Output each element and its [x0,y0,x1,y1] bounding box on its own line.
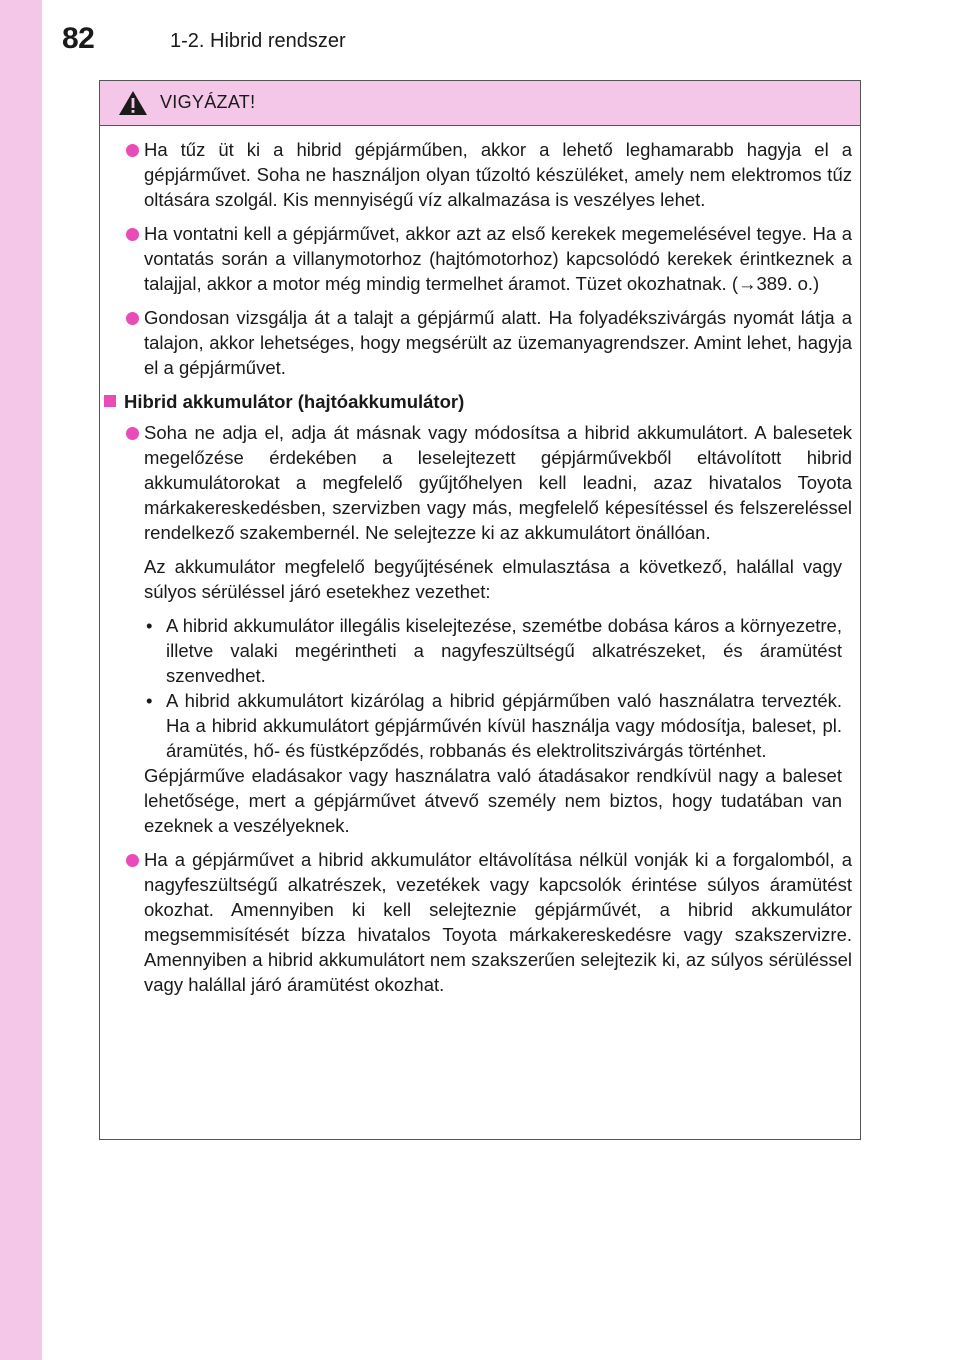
small-bullet-icon: • [146,690,153,711]
sub-list-item [100,613,860,688]
item-text: Soha ne adja el, adja át másnak vagy módosítsa a hibrid akkumulátort. A balesetek megelőzése érdekében a leselejtezett gépjárművekből eltávolított hibrid akkumulátorokat a megfelelő gyűjtőhelyen kell leadni, azaz hivatalos Toyota márkakereskedésben, szervizben vagy más, megfelelő képesítéssel és felszereléssel rendelkező szakembernél. Ne selejtezze ki az akkumulátort önállóan. [144,422,852,543]
side-color-strip [0,0,42,1360]
sale-paragraph: Gépjárműve eladásakor vagy használatra való átadásakor rendkívül nagy a baleset lehetősége, mert a gépjárművet átvevő személy nem biztos, hogy tudatában van ezeknek a veszélyeknek. [144,765,842,836]
list-item [100,847,860,997]
sub-list-item [100,688,860,763]
item-text: Ha a gépjárművet a hibrid akkumulátor eltávolítása nélkül vonják ki a forgalomból, a nagyfeszültségű alkatrészek, vezetékek vagy kapcsolók érintése súlyos áramütést okozhat. Amennyiben ki kell selejteznie gépjárművét, a hibrid akkumulátor megsemmisítését bízza hivatalos Toyota márkakereskedésre vagy szakszervizre. Amennyiben a hibrid akkumulátort nem szakszerűen selejtezik ki, az súlyos sérüléssel vagy halállal járó áramütést okozhat. [144,849,852,995]
bullet-dot-icon [126,312,139,325]
square-bullet-icon [104,395,116,407]
sub-item-text: A hibrid akkumulátor illegális kiselejtezése, szemétbe dobása káros a környezetre, illetve valaki megérintheti a nagyfeszültségű alkatrészeket, és áramütést szenvedhet. [166,615,842,686]
battery-heading-text: Hibrid akkumulátor (hajtóakkumulátor) [124,391,465,412]
item-text: Ha vontatni kell a gépjárművet, akkor azt az első kerekek megemelésével tegye. Ha a vontatás során a villanymotorhoz (hajtómotorhoz) kapcsolódó kerekek érintkeznek a talajjal, akkor a motor még mindig termelhet áramot. Tüzet okozhatnak. (→389. o.) [144,223,852,294]
sub-item-text: A hibrid akkumulátort kizárólag a hibrid gépjárműben való használatra tervezték. Ha a hibrid akkumulátort gépjárművén kívül használja vagy módosítja, baleset, pl. áramütés, hő- és füstképződés, robbanás és elektrolitszivárgás történhet. [166,690,842,761]
warning-box [99,80,861,1140]
list-item [100,305,860,380]
list-item [100,420,860,545]
warning-triangle-icon [118,90,148,116]
bullet-dot-icon [126,228,139,241]
bullet-dot-icon [126,427,139,440]
bullet-dot-icon [126,854,139,867]
small-bullet-icon: • [146,615,153,636]
bullet-dot-icon [126,144,139,157]
page-number: 82 [62,22,95,55]
battery-heading [100,389,860,414]
list-item [100,137,860,212]
list-item [100,221,860,296]
warning-label: VIGYÁZAT! [160,92,256,112]
section-title: 1-2. Hibrid rendszer [170,30,346,52]
warning-content [100,137,860,1006]
battery-paragraph: Az akkumulátor megfelelő begyűjtésének elmulasztása a következő, halállal vagy súlyos sérüléssel járó esetekhez vezethet: [144,556,842,602]
warning-header [100,81,860,126]
item-text: Ha tűz üt ki a hibrid gépjárműben, akkor a lehető leghamarabb hagyja el a gépjárművet. Soha ne használjon olyan tűzoltó készüléket, amely nem elektromos tűz oltására szolgál. Kis mennyiségű víz alkalmazása is veszélyes lehet. [144,139,852,210]
item-text: Gondosan vizsgálja át a talajt a gépjármű alatt. Ha folyadékszivárgás nyomát látja a talajon, akkor lehetséges, hogy megsérült az üzemanyagrendszer. Amint lehet, hagyja el a gépjárművet. [144,307,852,378]
